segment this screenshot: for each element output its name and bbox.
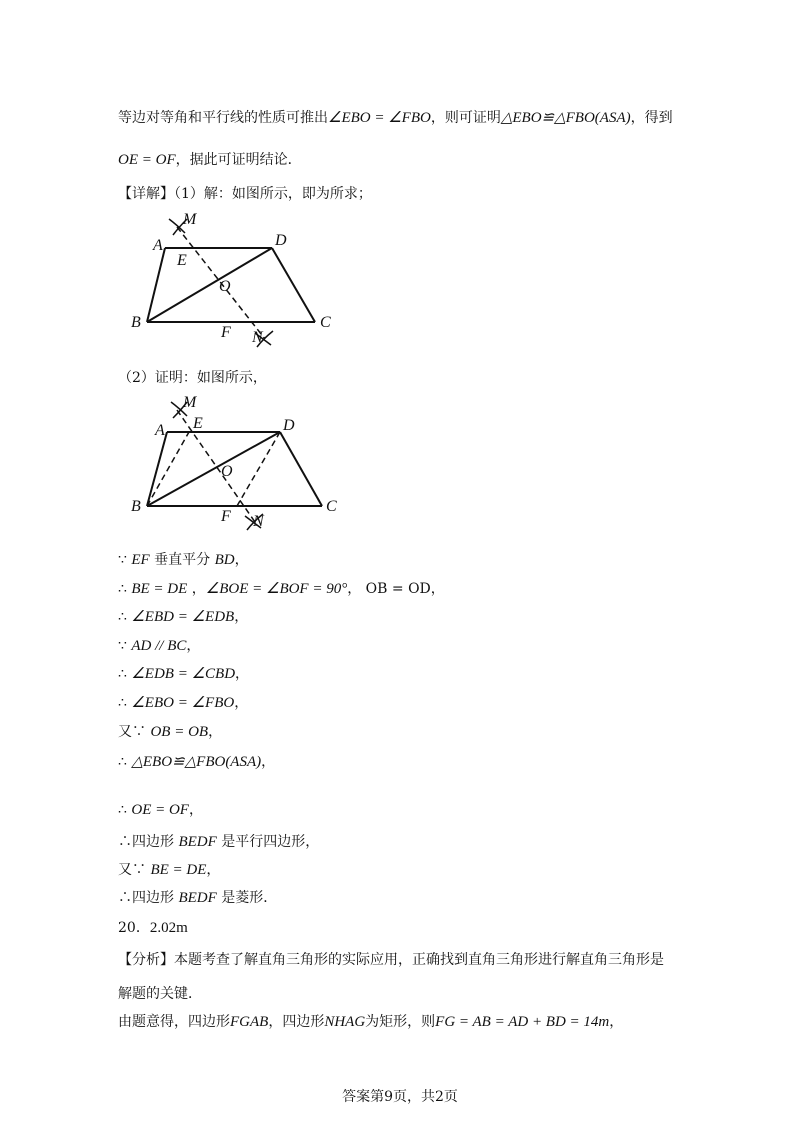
math-expr: ∠EBD = ∠EDB <box>131 609 235 625</box>
math-expr: ∠EDB = ∠CBD <box>131 666 236 682</box>
text: ∴ <box>118 666 132 682</box>
label-A: A <box>155 422 165 439</box>
label-D: D <box>283 417 295 434</box>
math-expr: AD // BC <box>131 638 187 654</box>
math-expr: ∠EBO = ∠FBO <box>328 110 431 126</box>
proof-line <box>118 579 445 599</box>
math-expr: △EBO≌△FBO(ASA) <box>131 754 262 770</box>
label-M: M <box>183 394 197 411</box>
answer-value: 2.02m <box>149 920 188 936</box>
proof-line <box>118 550 249 570</box>
text: ∴ <box>118 609 132 625</box>
math-expr: EF <box>131 552 150 568</box>
label-O: O <box>219 278 231 295</box>
label-B: B <box>131 314 141 331</box>
proof-line <box>118 664 249 684</box>
label-A: A <box>153 237 163 254</box>
math-expr: BE = DE <box>131 581 188 597</box>
figure-2 <box>125 390 355 535</box>
question-20 <box>118 918 188 938</box>
text: ∴ <box>118 581 132 597</box>
label-E: E <box>193 415 203 432</box>
math-expr: BE = DE <box>150 862 207 878</box>
text: ， <box>186 638 201 654</box>
label-C: C <box>320 314 331 331</box>
proof-line <box>118 752 275 772</box>
label-D: D <box>275 232 287 249</box>
label-N: N <box>253 513 264 530</box>
label-B: B <box>131 498 141 515</box>
label-N: N <box>252 329 263 346</box>
label-O: O <box>221 463 233 480</box>
math-expr: ∠BOE = ∠BOF = 90° <box>205 581 348 597</box>
text-line-4 <box>118 368 267 388</box>
text: ∴ <box>118 695 132 711</box>
segment-BD <box>147 432 280 506</box>
math-expr: FGAB <box>230 1014 269 1030</box>
math-expr: OE = OF <box>131 802 189 818</box>
math-expr: BEDF <box>178 834 217 850</box>
figure-1 <box>125 205 355 350</box>
segment-DC <box>280 432 322 506</box>
text: 又∵ <box>118 862 151 878</box>
math-expr: BEDF <box>178 890 217 906</box>
segment-AB <box>147 248 165 322</box>
text: （2）证明：如图所示， <box>118 370 267 386</box>
math-expr: ∠EBO = ∠FBO <box>131 695 235 711</box>
text: 【分析】本题考查了解直角三角形的实际应用，正确找到直角三角形进行解直角三角形是 <box>118 952 664 968</box>
segment-AB <box>147 432 167 506</box>
segment-BD <box>147 248 272 322</box>
proof-line <box>118 860 220 880</box>
text-line-3 <box>118 184 372 204</box>
text: 由题意得，四边形 <box>118 1014 230 1030</box>
proof-line <box>118 800 203 820</box>
analysis-line-2 <box>118 984 202 1004</box>
proof-line <box>118 722 222 742</box>
text: ， <box>187 581 206 597</box>
text: 是菱形． <box>216 890 278 906</box>
text: ∴ <box>118 754 132 770</box>
segment-DC <box>272 248 315 322</box>
text: 垂直平分 <box>149 552 215 568</box>
text: 等边对等角和平行线的性质可推出 <box>118 110 328 126</box>
label-E: E <box>177 252 187 269</box>
text: ， OB = OD， <box>347 581 445 597</box>
text: ， <box>261 754 276 770</box>
text: 又∵ <box>118 724 151 740</box>
text: ∵ <box>118 552 132 568</box>
analysis-line-1 <box>118 950 664 970</box>
label-F: F <box>221 508 231 525</box>
text: ， <box>188 802 203 818</box>
text: 解题的关键． <box>118 986 202 1002</box>
text: ∴四边形 <box>118 890 179 906</box>
proof-line <box>118 693 248 713</box>
text: ， <box>206 862 221 878</box>
math-expr: NHAG <box>324 1014 366 1030</box>
text: 是平行四边形， <box>216 834 320 850</box>
math-expr: OB = OB <box>150 724 209 740</box>
math-expr: BD <box>214 552 235 568</box>
text: 【详解】（1）解：如图所示，即为所求； <box>118 186 372 202</box>
text-line-2 <box>118 150 302 170</box>
text: ， <box>609 1014 624 1030</box>
math-expr: △EBO≌△FBO(ASA) <box>500 110 631 126</box>
text: ，得到 <box>630 110 673 126</box>
proof-line <box>118 607 248 627</box>
text-line-1 <box>118 108 673 128</box>
text: ∴四边形 <box>118 834 179 850</box>
label-M: M <box>183 211 197 228</box>
text-line-last <box>118 1012 623 1032</box>
text: ，则可证明 <box>430 110 501 126</box>
proof-line <box>118 888 277 908</box>
label-F: F <box>221 324 231 341</box>
math-expr: FG = AB = AD + BD = 14m <box>435 1014 610 1030</box>
text: ， <box>208 724 223 740</box>
text: ，四边形 <box>268 1014 325 1030</box>
page-footer: 答案第9页，共2页 <box>342 1089 458 1105</box>
text: ，据此可证明结论． <box>175 152 302 168</box>
label-C: C <box>326 498 337 515</box>
text: ， <box>234 609 249 625</box>
text: 为矩形，则 <box>365 1014 436 1030</box>
text: ， <box>234 552 249 568</box>
text: ∴ <box>118 802 132 818</box>
text: ， <box>235 666 250 682</box>
text: ， <box>234 695 249 711</box>
question-number: 20． <box>118 920 150 936</box>
text: ∵ <box>118 638 132 654</box>
math-expr: OE = OF <box>118 152 176 168</box>
proof-line <box>118 636 200 656</box>
proof-line <box>118 832 319 852</box>
